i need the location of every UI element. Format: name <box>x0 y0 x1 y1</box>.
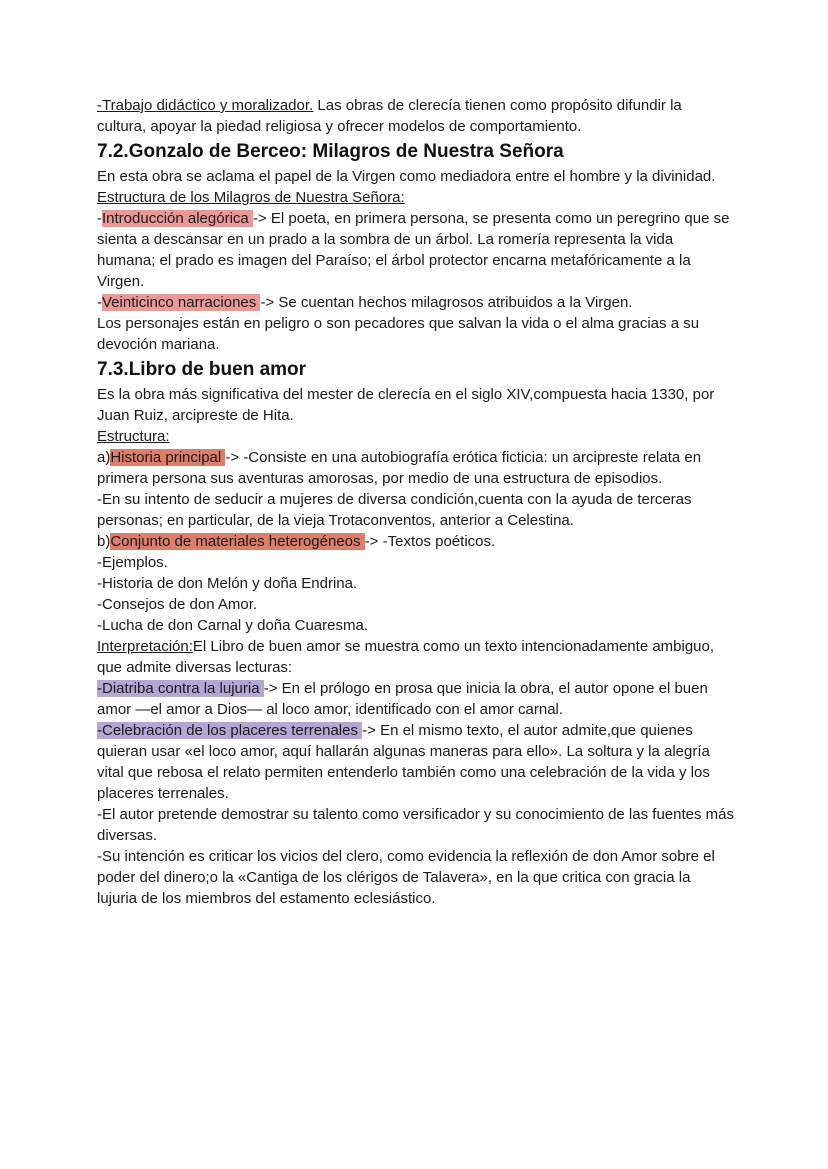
highlight-introduccion-alegorica: Introducción alegórica <box>102 210 253 227</box>
paragraph-text: El Libro de buen amor se muestra como un texto intencionadamente ambiguo, que admite diversas lecturas: <box>97 638 719 676</box>
list-item-carnal-cuaresma <box>97 615 734 636</box>
paragraph-obra-significativa <box>97 384 734 426</box>
section-heading-7-3: 7.3.Libro de buen amor <box>97 359 307 380</box>
paragraph-text: En esta obra se aclama el papel de la Virgen como mediadora entre el hombre y la divinidad. <box>97 168 716 185</box>
paragraph-text: -> En el mismo texto, el autor admite,que quienes quieran usar «el loco amor, aquí hallarán algunas maneras para ello». La soltura y la alegría vital que rebosa el relato permiten entenderlo también como una celebración de la vida y los placeres terrenales. <box>97 722 715 802</box>
paragraph-text: Los personajes están en peligro o son pecadores que salvan la vida o el alma gracias a su devoción mariana. <box>97 315 704 353</box>
paragraph-veinticinco-narraciones <box>97 292 734 313</box>
list-item-ejemplos <box>97 552 734 573</box>
paragraph-text: -> Se cuentan hechos milagrosos atribuidos a la Virgen. <box>260 294 633 311</box>
paragraph-text: -Consejos de don Amor. <box>97 596 258 613</box>
list-item-consejos-amor <box>97 594 734 615</box>
underlined-lead-in: Interpretación: <box>97 638 193 655</box>
paragraph-introduccion-alegorica <box>97 208 734 292</box>
paragraph-text: b) <box>97 533 111 550</box>
underlined-lead-in: -Trabajo didáctico y moralizador. <box>97 97 314 114</box>
paragraph-text: -Historia de don Melón y doña Endrina. <box>97 575 358 592</box>
paragraph-text: -> -Textos poéticos. <box>364 533 496 550</box>
section-heading-7-2: 7.2.Gonzalo de Berceo: Milagros de Nuestra Señora <box>97 141 564 162</box>
paragraph-celebracion-placeres <box>97 720 734 804</box>
paragraph-estructura <box>97 426 734 447</box>
underlined-lead-in: Estructura: <box>97 428 170 445</box>
paragraph-text: -Su intención es criticar los vicios del clero, como evidencia la reflexión de don Amor sobre el poder del dinero;o la «Cantiga de los clérigos de Talavera», en la que critica con gracia la lujuria de los miembros del estamento eclesiástico. <box>97 848 719 907</box>
paragraph-text: - <box>97 210 102 227</box>
paragraph-text: -En su intento de seducir a mujeres de diversa condición,cuenta con la ayuda de terceras personas; en particular, de la vieja Trotaconventos, anterior a Celestina. <box>97 491 696 529</box>
paragraph-personajes-peligro <box>97 313 734 355</box>
paragraph-text: -Ejemplos. <box>97 554 168 571</box>
paragraph-trabajo-didactico <box>97 95 734 137</box>
highlight-historia-principal: Historia principal <box>110 449 226 466</box>
list-item-melon-endrina <box>97 573 734 594</box>
paragraph-text: -> -Consiste en una autobiografía erótica ficticia: un arcipreste relata en primera persona sus aventuras amorosas, por medio de una estructura de episodios. <box>97 449 706 487</box>
paragraph-text: -Lucha de don Carnal y doña Cuaresma. <box>97 617 368 634</box>
paragraph-text: -> En el prólogo en prosa que inicia la obra, el autor opone el buen amor —el amor a Dios— al loco amor, identificado con el amor carnal. <box>97 680 712 718</box>
paragraph-text: Es la obra más significativa del mester de clerecía en el siglo XIV,compuesta hacia 1330, por Juan Ruiz, arcipreste de Hita. <box>97 386 719 424</box>
underlined-lead-in: Estructura de los Milagros de Nuestra Señora: <box>97 189 405 206</box>
highlight-materiales-heterogeneos: Conjunto de materiales heterogéneos <box>110 533 365 550</box>
paragraph-intento-seducir <box>97 489 734 531</box>
paragraph-text: -> El poeta, en primera persona, se presenta como un peregrino que se sienta a descansar en un prado a la sombra de un árbol. La romería representa la vida humana; el prado es imagen del Paraíso; el árbol protector encarna metafóricamente a la Virgen. <box>97 210 734 290</box>
paragraph-text: a) <box>97 449 111 466</box>
paragraph-materiales-heterogeneos <box>97 531 734 552</box>
paragraph-criticar-vicios <box>97 846 734 909</box>
paragraph-estructura-milagros <box>97 187 734 208</box>
highlight-diatriba-lujuria: -Diatriba contra la lujuria <box>97 680 264 697</box>
document-body <box>97 95 739 909</box>
highlight-veinticinco-narraciones: Veinticinco narraciones <box>102 294 261 311</box>
paragraph-text: Las obras de clerecía tienen como propósito difundir la cultura, apoyar la piedad religiosa y ofrecer modelos de comportamiento. <box>97 97 686 135</box>
paragraph-virgen-mediadora <box>97 166 734 187</box>
paragraph-talento-versificador <box>97 804 739 846</box>
paragraph-text: - <box>97 294 102 311</box>
highlight-celebracion-placeres: -Celebración de los placeres terrenales <box>97 722 363 739</box>
paragraph-text: -El autor pretende demostrar su talento como versificador y su conocimiento de las fuentes más diversas. <box>97 806 739 844</box>
paragraph-interpretacion <box>97 636 734 678</box>
paragraph-diatriba-lujuria <box>97 678 734 720</box>
paragraph-historia-principal <box>97 447 734 489</box>
